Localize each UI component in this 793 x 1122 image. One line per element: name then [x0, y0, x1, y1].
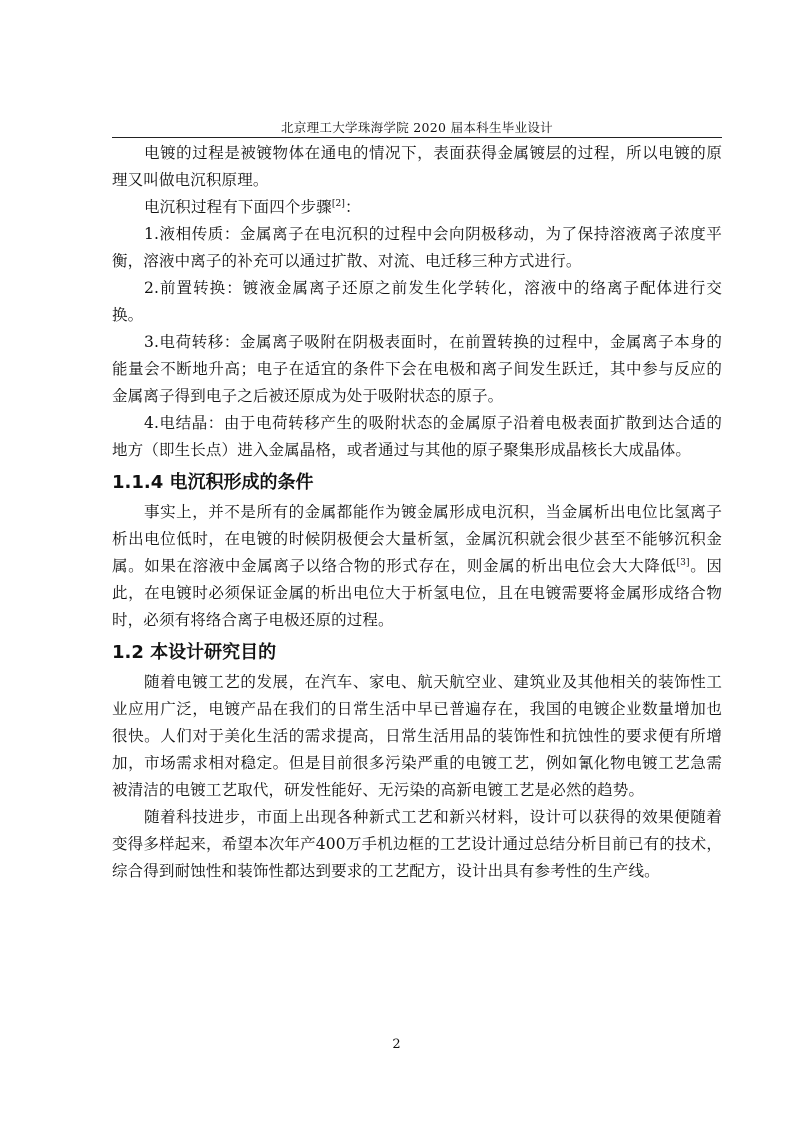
body-content [112, 140, 722, 885]
paragraph-research-goal: 随着科技进步，市面上出现各种新式工艺和新兴材料，设计可以获得的效果便随着变得多样起来，希望本次年产400万手机边框的工艺设计通过总结分析目前已有的技术，综合得到耐蚀性和装饰性都达到要求的工艺配方，设计出具有参考性的生产线。 [112, 808, 722, 880]
paragraph-research-background: 随着电镀工艺的发展，在汽车、家电、航天航空业、建筑业及其他相关的装饰性工业应用广泛，电镀产品在我们的日常生活中早已普遍存在，我国的电镀企业数量增加也很快。人们对于美化生活的需求提高，日常生活用品的装饰性和抗蚀性的要求便有所增加，市场需求相对稳定。但是目前很多污染严重的电镀工艺，例如氰化物电镀工艺急需被清洁的电镀工艺取代，研发性能好、无污染的高新电镀工艺是必然的趋势。 [112, 673, 722, 799]
paragraph-step-2: 2.前置转换：镀液金属离子还原之前发生化学转化，溶液中的络离子配体进行交换。 [112, 279, 722, 324]
header-divider [112, 137, 722, 138]
paragraph-step-4: 4.电结晶：由于电荷转移产生的吸附状态的金属原子沿着电极表面扩散到达合适的地方（即生长点）进入金属晶格，或者通过与其他的原子聚集形成晶核长大成晶体。 [112, 414, 722, 459]
paragraph-steps-intro [112, 194, 722, 221]
page-number: 2 [392, 1037, 401, 1052]
citation-ref-2: [2] [331, 198, 346, 209]
running-header: 北京理工大学珠海学院 2020 届本科生毕业设计 [281, 120, 553, 135]
paragraph-electroplating-principle: 电镀的过程是被镀物体在通电的情况下，表面获得金属镀层的过程，所以电镀的原理又叫做电沉积原理。 [112, 144, 722, 189]
paragraph-deposition-conditions [112, 499, 722, 634]
paragraph-step-1: 1.液相传质：金属离子在电沉积的过程中会向阴极移动，为了保持溶液离子浓度平衡，溶液中离子的补充可以通过扩散、对流、电迁移三种方式进行。 [112, 225, 722, 270]
paragraph-step-3: 3.电荷转移：金属离子吸附在阴极表面时，在前置转换的过程中，金属离子本身的能量会不断地升高；电子在适宜的条件下会在电极和离子间发生跃迁，其中参与反应的金属离子得到电子之后被还原成为处于吸附状态的原子。 [112, 333, 722, 405]
section-heading-1-1-4: 1.1.4 电沉积形成的条件 [112, 472, 314, 493]
steps-intro-text: 电沉积过程有下面四个步骤 [144, 198, 332, 216]
section-heading-1-2: 1.2 本设计研究目的 [112, 642, 277, 663]
deposition-conditions-tail: 。因此，在电镀时必须保证金属的析出电位大于析氢电位，且在电镀需要将金属形成络合物时，必须有将络合离子电极还原的过程。 [112, 557, 722, 629]
deposition-conditions-text: 事实上，并不是所有的金属都能作为镀金属形成电沉积，当金属析出电位比氢离子析出电位低时，在电镀的时候阴极便会大量析氢，金属沉积就会很少甚至不能够沉积金属。如果在溶液中金属离子以络合物的形式存在，则金属的析出电位会大大降低 [112, 503, 722, 575]
citation-ref-3: [3] [676, 557, 690, 568]
steps-intro-colon: ： [345, 198, 361, 216]
